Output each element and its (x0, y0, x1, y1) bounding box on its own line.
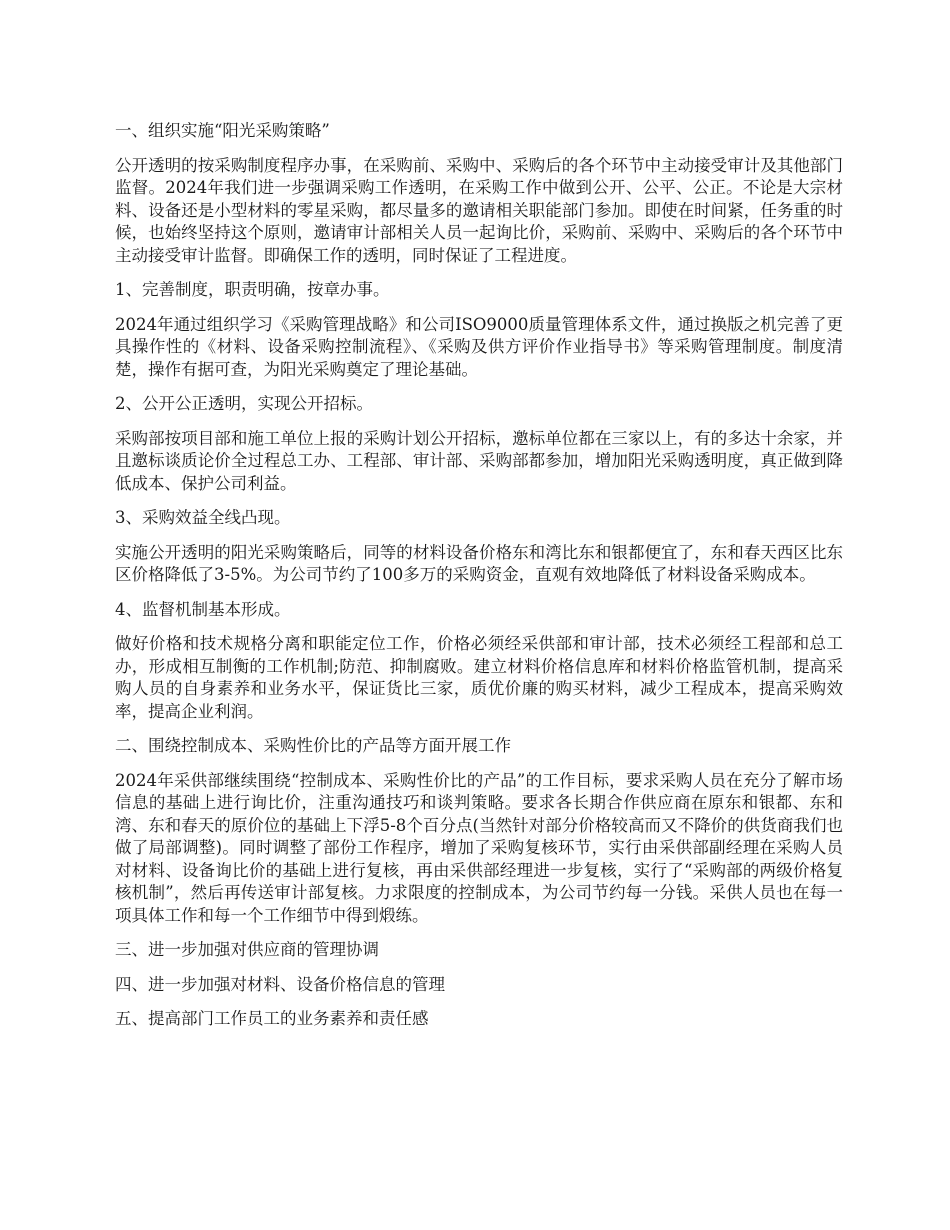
document-page (115, 120, 843, 1043)
subsection-heading-2: 2、公开公正透明，实现公开招标。 (115, 394, 373, 413)
section-heading-4: 四、进一步加强对材料、设备价格信息的管理 (115, 974, 445, 994)
paragraph-5: 做好价格和技术规格分离和职能定位工作，价格必须经采供部和审计部，技术必须经工程部和总工办，形成相互制衡的工作机制;防范、抑制腐败。建立材料价格信息库和材料价格监管机制，提高采购人员的自身素养和业务水平，保证货比三家，质优价廉的购买材料，减少工程成本，提高采购效率，提高企业利润。 (115, 634, 843, 721)
paragraph-1: 公开透明的按采购制度程序办事，在采购前、采购中、采购后的各个环节中主动接受审计及其他部门监督。2024年我们进一步强调采购工作透明，在采购工作中做到公开、公平、公正。不论是大宗材料、设备还是小型材料的零星采购，都尽量多的邀请相关职能部门参加。即使在时间紧，任务重的时候，也始终坚持这个原则，邀请审计部相关人员一起询比价，采购前、采购中、采购后的各个环节中主动接受审计监督。即确保工作的透明，同时保证了工程进度。 (115, 155, 843, 265)
subsection-heading-3: 3、采购效益全线凸现。 (115, 508, 291, 527)
subsection-heading-1: 1、完善制度，职责明确，按章办事。 (115, 280, 390, 299)
section-heading-2: 二、围绕控制成本、采购性价比的产品等方面开展工作 (115, 736, 511, 755)
paragraph-6: 2024年采供部继续围绕“控制成本、采购性价比的产品”的工作目标，要求采购人员在充分了解市场信息的基础上进行询比价，注重沟通技巧和谈判策略。要求各长期合作供应商在原东和银都、东和湾、东和春天的原价位的基础上下浮5-8个百分点(当然针对部分价格较高而又不降价的供货商我们也做了局部调整)。同时调整了部份工作程序，增加了采购复核环节，实行由采供部副经理在采购人员对材料、设备询比价的基础上进行复核，再由采供部经理进一步复核，实行了“采购部的两级价格复核机制”，然后再传送审计部复核。力求限度的控制成本，为公司节约每一分钱。采供人员也在每一项具体工作和每一个工作细节中得到煅练。 (115, 770, 843, 925)
paragraph-2: 2024年通过组织学习《采购管理战略》和公司ISO9000质量管理体系文件，通过换版之机完善了更具操作性的《材料、设备采购控制流程》、《采购及供方评价作业指导书》等采购管理制度。制度清楚，操作有据可查，为阳光采购奠定了理论基础。 (115, 314, 843, 379)
section-heading-3: 三、进一步加强对供应商的管理协调 (115, 940, 379, 959)
subsection-heading-4: 4、监督机制基本形成。 (115, 599, 291, 619)
paragraph-3: 采购部按项目部和施工单位上报的采购计划公开招标，邀标单位都在三家以上，有的多达十余家，并且邀标谈质论价全过程总工办、工程部、审计部、采购部都参加，增加阳光采购透明度，真正做到降低成本、保护公司利益。 (115, 428, 843, 493)
section-heading-1: 一、组织实施“阳光采购策略” (115, 121, 330, 140)
section-heading-5: 五、提高部门工作员工的业务素养和责任感 (115, 1009, 429, 1028)
paragraph-4: 实施公开透明的阳光采购策略后，同等的材料设备价格东和湾比东和银都便宜了，东和春天西区比东区价格降低了3-5%。为公司节约了100多万的采购资金，直观有效地降低了材料设备采购成本。 (115, 542, 843, 584)
